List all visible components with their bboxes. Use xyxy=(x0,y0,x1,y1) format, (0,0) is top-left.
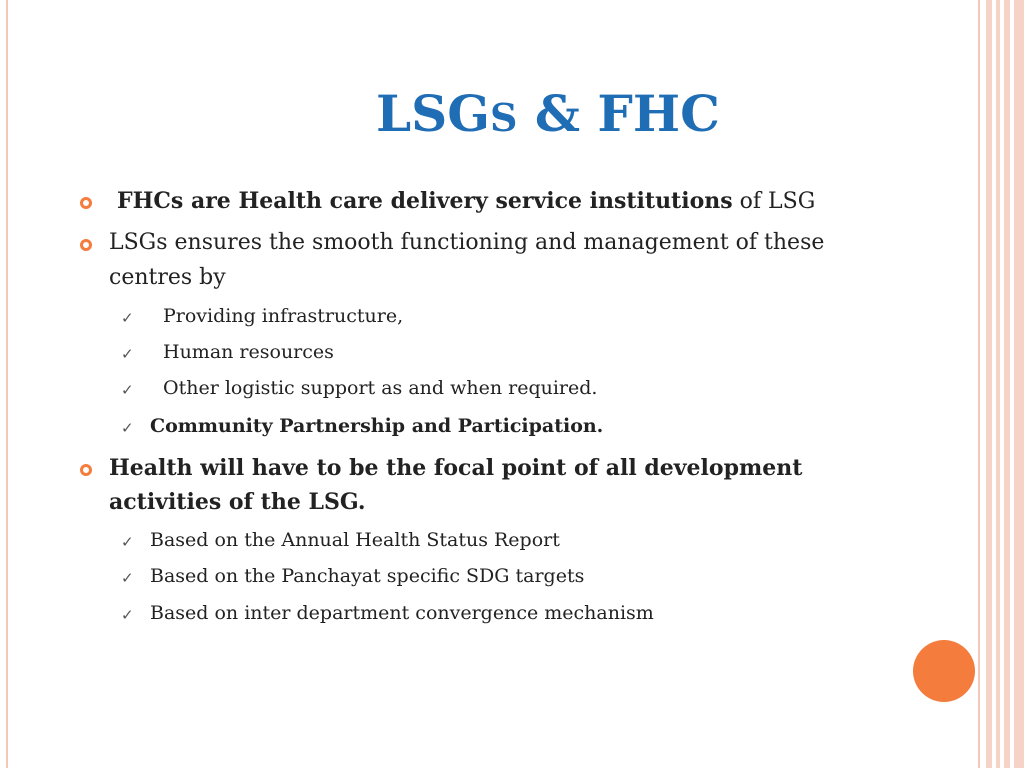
check-icon: ✓ xyxy=(121,533,134,551)
sub-item: Based on the Panchayat specific SDG targets xyxy=(150,565,585,587)
side-stripe xyxy=(1014,0,1024,768)
check-icon: ✓ xyxy=(121,419,134,437)
check-icon: ✓ xyxy=(121,345,134,363)
bullet-icon xyxy=(80,239,92,251)
slide-title: LSGS & FHC xyxy=(376,84,720,143)
sub-item: Based on the Annual Health Status Report xyxy=(150,529,560,551)
bullet-text-2-line1: LSGs ensures the smooth functioning and management of these xyxy=(109,230,825,255)
side-stripe xyxy=(1004,0,1010,768)
sub-item: Providing infrastructure, xyxy=(163,305,404,327)
side-stripe xyxy=(996,0,1000,768)
bullet-icon xyxy=(80,197,92,209)
sub-item: Community Partnership and Participation. xyxy=(150,415,604,437)
bullet-text-3-line2: activities of the LSG. xyxy=(109,489,366,515)
check-icon: ✓ xyxy=(121,381,134,399)
bullet-text-1: FHCs are Health care delivery service institutions of LSG xyxy=(117,188,816,214)
bullet-text-2-line2: centres by xyxy=(109,265,226,290)
sub-item: Based on inter department convergence mechanism xyxy=(150,602,654,624)
check-icon: ✓ xyxy=(121,569,134,587)
bullet-text-3-line1: Health will have to be the focal point of all development xyxy=(109,455,803,481)
bullet-icon xyxy=(80,464,92,476)
side-stripe xyxy=(986,0,992,768)
sub-item: Other logistic support as and when required. xyxy=(163,377,598,399)
sub-item: Human resources xyxy=(163,341,334,363)
check-icon: ✓ xyxy=(121,309,134,327)
check-icon: ✓ xyxy=(121,606,134,624)
decorative-circle xyxy=(913,640,975,702)
